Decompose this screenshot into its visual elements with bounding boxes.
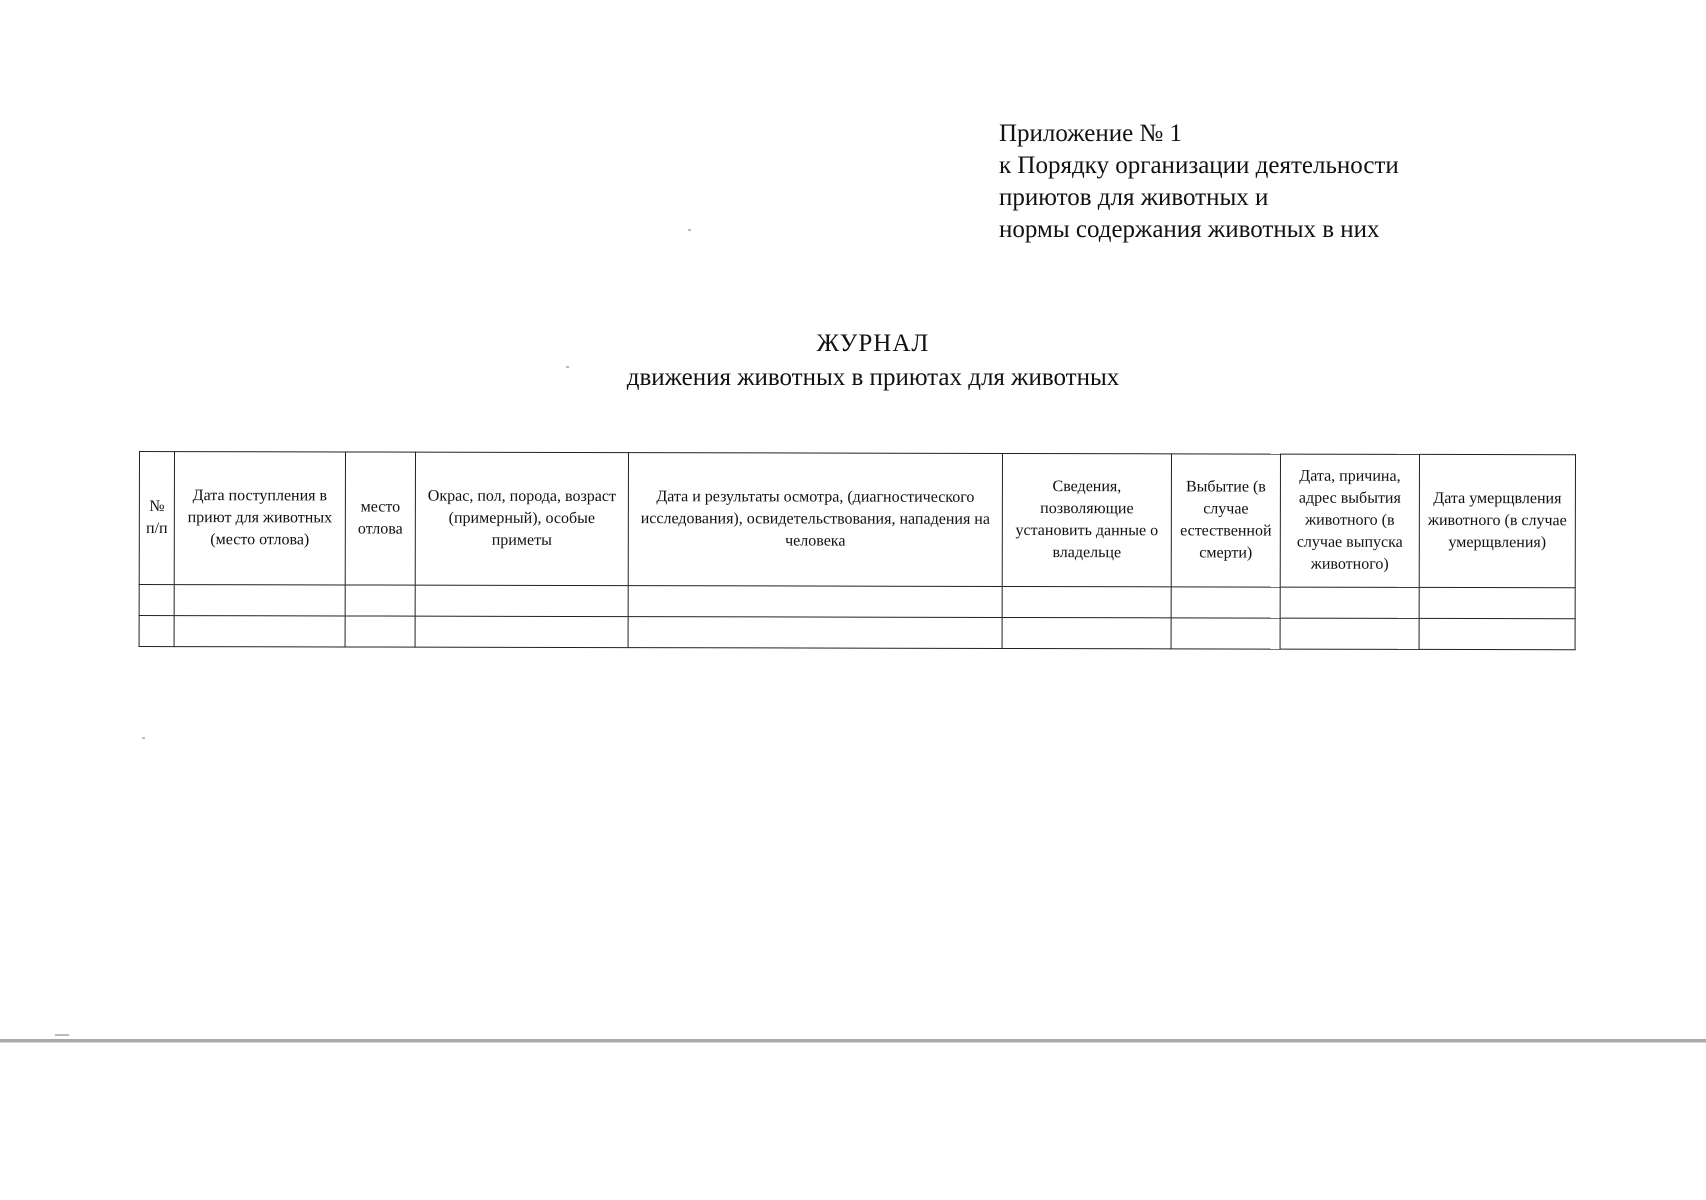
table-cell [139, 585, 174, 616]
header-examination: Дата и результаты осмотра, (диагностического исследования), освидетельствования, нападения на человека [628, 453, 1002, 587]
page-bottom-rule [0, 1039, 1706, 1043]
table-cell [415, 616, 628, 647]
table-cell [174, 616, 345, 647]
table-cell [345, 585, 415, 616]
header-description: Окрас, пол, порода, возраст (примерный), особые приметы [415, 452, 628, 585]
table-cell [1419, 587, 1575, 618]
table-cell [415, 585, 628, 616]
header-release: Дата, причина, адрес выбытия животного (в случае выпуска животного) [1280, 454, 1419, 587]
appendix-line-1: Приложение № 1 [999, 120, 1183, 147]
journal-table [139, 451, 1576, 650]
table-cell [1280, 618, 1419, 649]
table-cell [1419, 618, 1575, 649]
scan-speck [142, 737, 145, 739]
journal-subtitle: движения животных в приютах для животных [626, 364, 1120, 391]
scan-speck [688, 229, 691, 231]
table-cell [345, 616, 415, 647]
table-header-row [139, 452, 1575, 588]
table-cell [628, 586, 1002, 618]
header-euthanasia: Дата умерщвления животного (в случае умерщвления) [1419, 454, 1575, 587]
table-cell [1171, 587, 1280, 618]
table-cell [174, 585, 345, 616]
appendix-line-3: приютов для животных и [999, 184, 1269, 211]
header-capture-place: место отлова [345, 452, 415, 585]
table-cell [628, 617, 1002, 649]
header-owner-info: Сведения, позволяющие установить данные о владельце [1002, 453, 1171, 586]
table-cell [1002, 586, 1171, 617]
scan-speck [566, 366, 569, 368]
header-number: № п/п [139, 452, 174, 585]
table-cell [1002, 617, 1171, 648]
appendix-line-2: к Порядку организации деятельности [999, 152, 1399, 179]
journal-title: ЖУРНАЛ [816, 330, 930, 357]
appendix-line-4: нормы содержания животных в них [999, 216, 1380, 243]
table-cell [1171, 618, 1280, 649]
table-row [139, 616, 1575, 650]
table-row [139, 585, 1575, 619]
appendix-note [999, 118, 1399, 246]
journal-heading [0, 327, 1706, 395]
table-cell [1280, 587, 1419, 618]
header-natural-death: Выбытие (в случае естественной смерти) [1171, 454, 1280, 587]
table-cell [139, 616, 174, 647]
header-arrival-date: Дата поступления в приют для животных (место отлова) [174, 452, 345, 585]
scan-speck [55, 1034, 69, 1036]
